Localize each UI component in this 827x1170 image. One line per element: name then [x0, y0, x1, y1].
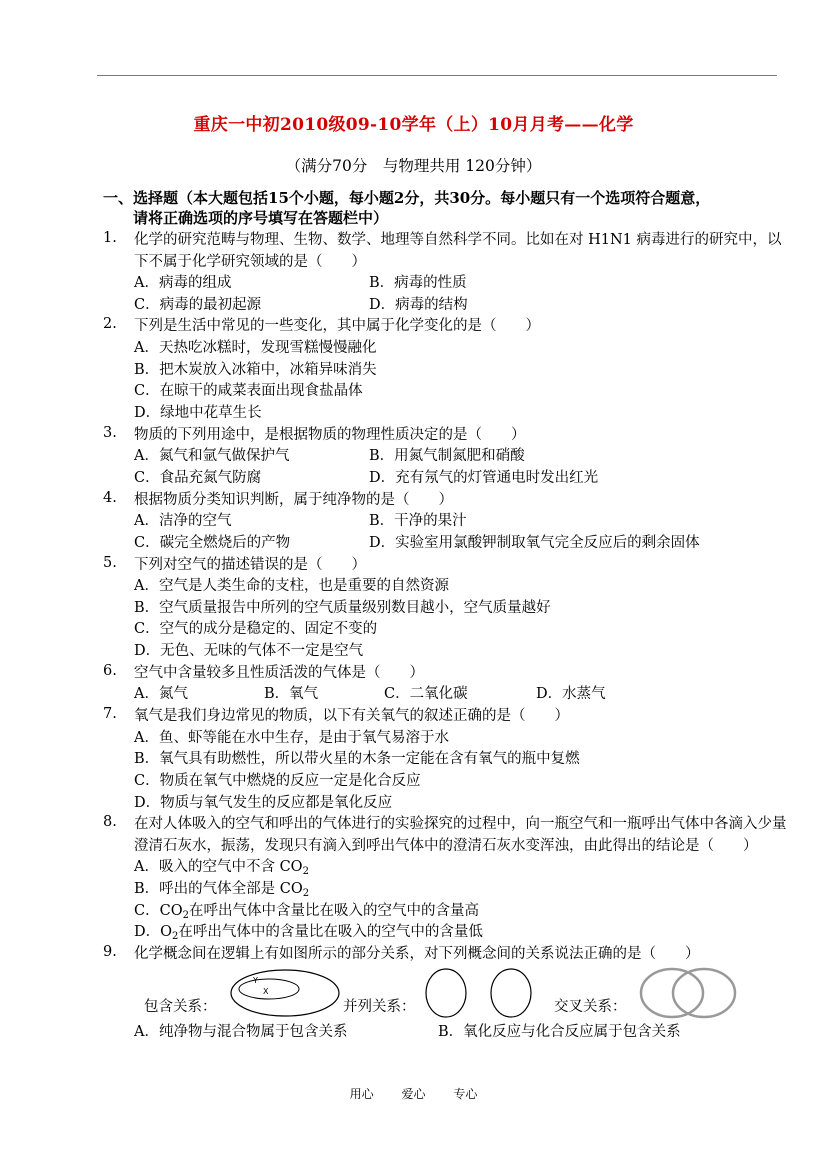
option-b: B．干净的果汁 — [369, 513, 467, 530]
option-b: B．氧气 — [264, 686, 319, 703]
section-heading-line2: 请将正确选项的序号填写在答题栏中） — [133, 209, 389, 227]
question-number: 9. — [103, 944, 117, 961]
question-7 — [103, 706, 793, 814]
option-b: B．呼出的气体全部是 $CO_2$ — [134, 881, 310, 900]
page-footer — [0, 1085, 827, 1102]
question-6 — [103, 663, 793, 706]
option-b: B．氧化反应与化合反应属于包含关系 — [438, 1023, 681, 1040]
footer-text: 专心 — [453, 1087, 478, 1101]
label-x: X — [263, 986, 269, 996]
option-a: A．病毒的组成 — [134, 275, 232, 291]
header-rule — [97, 75, 777, 76]
option-b: B．氧气具有助燃性，所以带火星的木条一定能在含有氧气的瓶中复燃 — [134, 751, 580, 768]
question-number: 2. — [103, 316, 117, 333]
question-text: 化学概念间在逻辑上有如图所示的部分关系，对下列概念间的关系说法正确的是（ ） — [134, 946, 700, 963]
option-c: C．食品充氮气防腐 — [134, 469, 262, 486]
intersection-label: 交叉关系： — [554, 998, 627, 1015]
question-text: 在对人体吸入的空气和呼出的气体进行的实验探究的过程中，向一瓶空气和一瓶呼出气体中各滴入少量澄清石灰水，振荡，发现只有滴入到呼出气体中的澄清石灰水变浑浊，由此得出的结论是（ ） — [134, 816, 787, 854]
footer-text: 用心 — [349, 1087, 374, 1101]
question-number: 7. — [103, 706, 117, 723]
label-y: Y — [253, 975, 258, 985]
option-d: D．绿地中花草生长 — [134, 405, 262, 422]
option-b: B．把木炭放入冰箱中，冰箱异味消失 — [134, 361, 377, 378]
question-1 — [103, 230, 793, 316]
question-text: 氧气是我们身边常见的物质，以下有关氧气的叙述正确的是（ ） — [134, 708, 569, 725]
question-number: 5. — [103, 554, 117, 571]
parallel-label: 并列关系： — [343, 998, 416, 1015]
inclusion-diagram — [229, 968, 341, 1018]
option-a: A．吸入的空气中不含 $CO_2$ — [134, 859, 309, 878]
option-a: A．鱼、虾等能在水中生存，是由于氧气易溶于水 — [134, 729, 449, 746]
question-number: 6. — [103, 662, 117, 679]
relation-diagrams — [134, 966, 793, 1022]
option-d: D．病毒的结构 — [369, 296, 468, 313]
page-title: 重庆一中初2010级09-10学年（上）10月月考——化学 — [193, 115, 634, 135]
question-4 — [103, 490, 793, 555]
option-c: C．在晾干的咸菜表面出现食盐晶体 — [134, 383, 363, 400]
option-d: D．水蒸气 — [536, 686, 606, 703]
question-number: 3. — [103, 424, 117, 441]
option-d: D．物质与氧气发生的反应都是氧化反应 — [134, 794, 393, 811]
option-b: B．空气质量报告中所列的空气质量级别数目越小，空气质量越好 — [134, 599, 551, 616]
option-a: A．洁净的空气 — [134, 513, 232, 530]
question-5 — [103, 555, 793, 663]
parallel-diagram — [424, 966, 534, 1020]
intersection-diagram — [638, 967, 740, 1019]
question-list — [103, 230, 793, 1043]
section-heading — [103, 188, 793, 228]
option-c: C．空气的成分是稳定的、固定不变的 — [134, 621, 378, 638]
question-8 — [103, 814, 793, 944]
option-d: D．$O_2$在呼出气体中的含量比在吸入的空气中的含量低 — [134, 924, 483, 943]
option-a: A．纯净物与混合物属于包含关系 — [134, 1023, 348, 1040]
option-c: C．碳完全燃烧后的产物 — [134, 534, 291, 551]
option-b: B．用氮气制氮肥和硝酸 — [369, 448, 525, 465]
question-text: 下列是生活中常见的一些变化，其中属于化学变化的是（ ） — [134, 318, 540, 335]
question-number: 4. — [103, 489, 117, 506]
question-3 — [103, 425, 793, 490]
page-subtitle: （满分70分 与物理共用 120分钟） — [285, 157, 542, 175]
option-a: A．氮气 — [134, 686, 188, 703]
option-a: A．氮气和氩气做保护气 — [134, 448, 290, 465]
question-text: 化学的研究范畴与物理、生物、数学、地理等自然科学不同。比如在对 H1N1 病毒进行的研究中，以下不属于化学研究领域的是（ ） — [134, 232, 782, 270]
option-d: D．充有氖气的灯管通电时发出红光 — [369, 469, 599, 486]
footer-text: 爱心 — [401, 1087, 426, 1101]
option-c: C．二氧化碳 — [384, 686, 468, 703]
option-b: B．病毒的性质 — [369, 275, 467, 291]
question-2 — [103, 316, 793, 424]
option-c: C．物质在氧气中燃烧的反应一定是化合反应 — [134, 772, 421, 789]
section-heading-line1: 一、选择题（本大题包括15个小题，每小题2分，共30分。每小题只有一个选项符合题意， — [103, 189, 711, 207]
question-text: 物质的下列用途中，是根据物质的物理性质决定的是（ ） — [134, 426, 526, 443]
inclusion-label: 包含关系： — [144, 998, 217, 1015]
question-text: 下列对空气的描述错误的是（ ） — [134, 556, 366, 573]
question-text: 根据物质分类知识判断，属于纯净物的是（ ） — [134, 491, 453, 508]
option-a: A．空气是人类生命的支柱，也是重要的自然资源 — [134, 578, 449, 595]
option-a: A．天热吃冰糕时，发现雪糕慢慢融化 — [134, 339, 377, 356]
option-d: D．实验室用氯酸钾制取氧气完全反应后的剩余固体 — [369, 534, 700, 551]
question-number: 1. — [103, 230, 117, 246]
option-d: D．无色、无味的气体不一定是空气 — [134, 643, 364, 660]
question-number: 8. — [103, 814, 117, 831]
question-text: 空气中含量较多且性质活泼的气体是（ ） — [134, 664, 424, 681]
question-9 — [103, 944, 793, 1043]
option-c: C．病毒的最初起源 — [134, 296, 262, 313]
option-c: C．$CO_2$在呼出气体中含量比在吸入的空气中的含量高 — [134, 902, 479, 921]
